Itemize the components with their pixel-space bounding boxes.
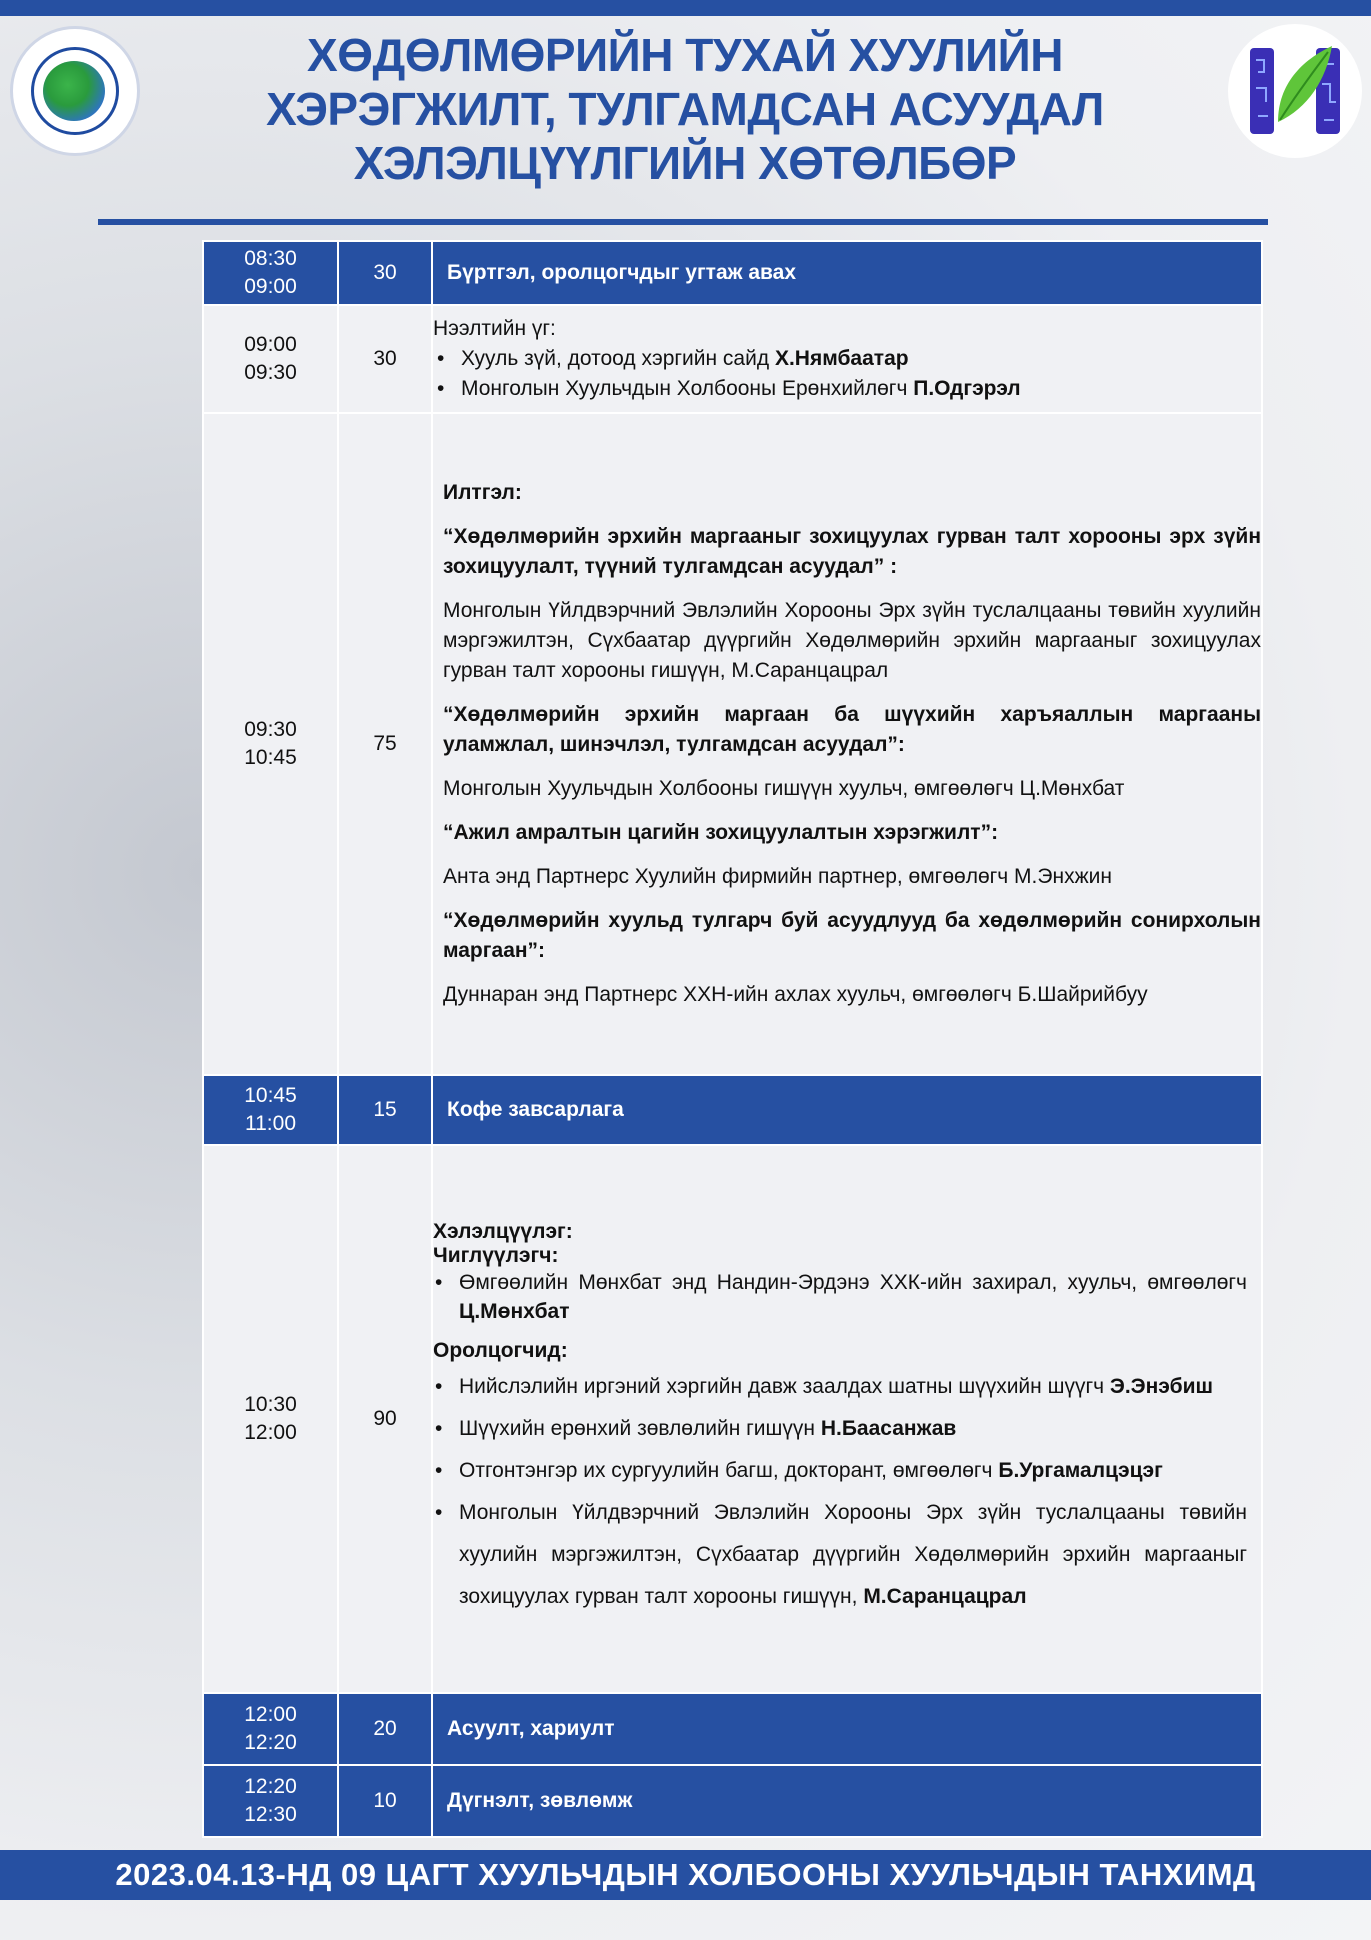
partner-logo [1228,24,1362,158]
end-time: 12:20 [244,1731,297,1754]
participant-name: Б.Ургамалцэцэг [998,1459,1163,1482]
end-time: 12:00 [244,1421,297,1444]
title-line-3: ХЭЛЭЛЦҮҮЛГИЙН ХӨТӨЛБӨР [353,137,1017,189]
title-line-1: ХӨДӨЛМӨРИЙН ТУХАЙ ХУУЛИЙН [307,29,1063,81]
participant-name: Н.Баасанжав [820,1417,957,1440]
start-time: 12:00 [244,1703,297,1726]
list-item: • Отгонтэнгэр их сургуулийн багш, докторант, өмгөөлөгч Б.Ургамалцэцэг [459,1450,1247,1492]
start-time: 09:30 [244,718,297,741]
participants-label: Оролцогчид: [433,1339,568,1362]
agenda-row-qa [203,1693,1262,1765]
list-item: • Өмгөөлийн Мөнхбат энд Нандин-Эрдэнэ ХХК-ийн захирал, хуульч, өмгөөлөгч Ц.Мөнхбат [459,1268,1247,1326]
talk-speaker: Анта энд Партнерс Хуулийн фирмийн партнер, өмгөөлөгч М.Энхжин [443,865,1112,888]
talk-speaker: Монголын Үйлдвэрчний Эвлэлийн Хорооны Эрх зүйн туслалцааны төвийн хуулийн мэргэжилтэн, Сүхбаатар дүүргийн Хөдөлмөрийн эрхийн маргааныг зохицуулах гурван талт хорооны гишүүн, М.Саранцацрал [443,599,1261,682]
event-location-footer: 2023.04.13-НД 09 ЦАГТ ХУУЛЬЧДЫН ХОЛБООНЫ ХУУЛЬЧДЫН ТАНХИМД [0,1850,1371,1900]
topic-cell [432,1145,1262,1693]
duration-cell: 20 [338,1693,432,1765]
presentations-label: Илтгэл: [443,481,522,504]
agenda-table [202,240,1263,1838]
list-item: • Хууль зүй, дотоод хэргийн сайд Х.Нямбаатар [461,344,1261,374]
title-line-2: ХЭРЭГЖИЛТ, ТУЛГАМДСАН АСУУДАЛ [266,83,1104,135]
time-cell [203,241,338,305]
moderator-list [433,1268,1247,1326]
duration-cell: 30 [338,305,432,413]
discussion-label: Хэлэлцүүлэг: [433,1220,573,1243]
list-item: • Шүүхийн ерөнхий зөвлөлийн гишүүн Н.Баасанжав [459,1408,1247,1450]
duration-cell: 30 [338,241,432,305]
talk-title: “Хөдөлмөрийн хуульд тулгарч буй асуудлууд ба хөдөлмөрийн сонирхолын маргаан”: [443,909,1261,962]
time-cell [203,413,338,1075]
leaf-circuit-icon [1228,24,1362,158]
talk-title: “Хөдөлмөрийн эрхийн маргаан ба шүүхийн харъяаллын маргааны уламжлал, шинэчлэл, тулгамдсан асуудал”: [443,703,1261,756]
agenda-row-registration [203,241,1262,305]
end-time: 10:45 [244,746,297,769]
topic-cell: Дүгнэлт, зөвлөмж [432,1765,1262,1837]
duration-cell: 75 [338,413,432,1075]
time-cell [203,305,338,413]
agenda-row-discussion [203,1145,1262,1693]
time-cell [203,1693,338,1765]
moderator-name: Ц.Мөнхбат [459,1300,570,1323]
agenda-row-presentations [203,413,1262,1075]
agenda-row-conclusion [203,1765,1262,1837]
moderator-label: Чиглүүлэгч: [433,1244,559,1267]
opening-label: Нээлтийн үг: [433,317,556,340]
start-time: 08:30 [244,247,297,270]
topic-cell: Бүртгэл, оролцогчдыг угтаж авах [432,241,1262,305]
end-time: 09:00 [244,275,297,298]
top-accent-bar [0,0,1371,16]
end-time: 09:30 [244,361,297,384]
duration-cell: 90 [338,1145,432,1693]
list-item: • Монголын Хуульчдын Холбооны Ерөнхийлөгч П.Одгэрэл [461,374,1261,404]
duration-cell: 10 [338,1765,432,1837]
topic-cell: Кофе завсарлага [432,1075,1262,1145]
talk-speaker: Дуннаран энд Партнерс ХХН-ийн ахлах хуульч, өмгөөлөгч Б.Шайрийбуу [443,983,1148,1006]
start-time: 09:00 [244,333,297,356]
participant-name: Э.Энэбиш [1109,1375,1213,1398]
talk-title: “Хөдөлмөрийн эрхийн маргааныг зохицуулах гурван талт хорооны эрх зүйн зохицуулалт, түүний тулгамдсан асуудал” : [443,525,1261,578]
agenda-row-coffee-break [203,1075,1262,1145]
time-cell [203,1075,338,1145]
globe-icon [43,61,105,121]
start-time: 12:20 [244,1775,297,1798]
list-item: • Нийслэлийн иргэний хэргийн давж заалдах шатны шүүхийн шүүгч Э.Энэбиш [459,1366,1247,1408]
topic-cell [432,305,1262,413]
participant-name: М.Саранцацрал [863,1585,1027,1608]
participants-list [433,1366,1247,1618]
mongolian-bar-association-logo [10,26,140,156]
list-item: • Монголын Үйлдвэрчний Эвлэлийн Хорооны Эрх зүйн туслалцааны төвийн хуулийн мэргэжилтэн, Сүхбаатар дүүргийн Хөдөлмөрийн эрхийн маргааныг зохицуулах гурван талт хорооны гишүүн, М.Саранцацрал [459,1492,1247,1618]
time-cell [203,1765,338,1837]
topic-cell [432,413,1262,1075]
start-time: 10:30 [244,1393,297,1416]
talk-speaker: Монголын Хуульчдын Холбооны гишүүн хуульч, өмгөөлөгч Ц.Мөнхбат [443,777,1125,800]
agenda-row-opening [203,305,1262,413]
duration-cell: 15 [338,1075,432,1145]
end-time: 12:30 [244,1803,297,1826]
time-cell [203,1145,338,1693]
speaker-name: П.Одгэрэл [913,377,1021,400]
talk-title: “Ажил амралтын цагийн зохицуулалтын хэрэгжилт”: [443,821,999,844]
page-title [150,28,1220,190]
speaker-name: Х.Нямбаатар [774,347,909,370]
title-underline [98,219,1268,225]
start-time: 10:45 [244,1084,297,1107]
topic-cell: Асуулт, хариулт [432,1693,1262,1765]
opening-speaker-list [433,344,1261,404]
end-time: 11:00 [245,1112,296,1135]
